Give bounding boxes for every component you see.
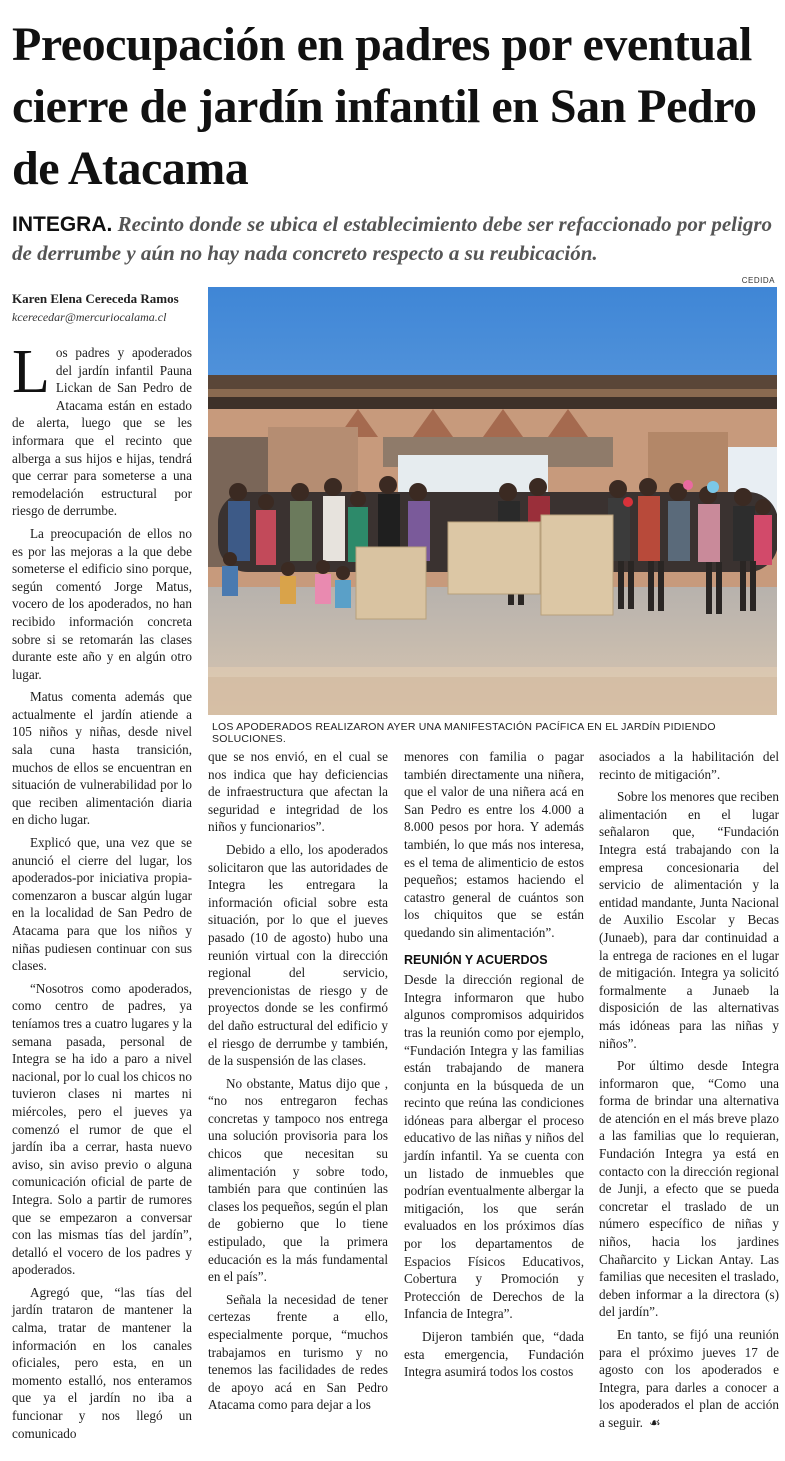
paragraph: Los padres y apoderados del jardín infantil Pauna Lickan de San Pedro de Atacama están en estado de alerta, luego que se les informara que el recinto que alberga a sus hijos e hijas, tendrá que cerrar para someterse a una remodelación estructural por riesgo de derrumbe.: [12, 338, 192, 519]
article-column-4: [599, 748, 779, 1437]
paragraph: En tanto, se fijó una reunión para el próximo jueves 17 de agosto con los apoderados e Integra, para darles a conocer a los apoderados el plan de acción a seguir. ☙: [599, 1327, 779, 1430]
paragraph: Señala la necesidad de tener certezas frente a ello, especialmente porque, “muchos trabajamos en turismo y no tenemos las facilidades de redes de apoyo acá en San Pedro Atacama como para dejar a los: [208, 1291, 388, 1413]
photo-caption: LOS APODERADOS REALIZARON AYER UNA MANIFESTACIÓN PACÍFICA EN EL JARDÍN PIDIENDO SOLUCIONES.: [212, 721, 716, 745]
author-email[interactable]: kcerecedar@mercuriocalama.cl: [12, 310, 167, 324]
article-column-2: [208, 748, 388, 1419]
section-heading: REUNIÓN Y ACUERDOS: [404, 952, 548, 967]
paragraph: Agregó que, “las tías del jardín trataron de mantener la calma, tratar de mantener la información en los canales oficiales, pero esta, en un momento estalló, nos enteramos que ya el jardín no iba a funcionar y nos llegó un comunicado: [12, 1284, 192, 1441]
paragraph: Dijeron también que, “dada esta emergencia, Fundación Integra asumirá todos los costos: [404, 1329, 584, 1380]
paragraph: que se nos envió, en el cual se nos indica que hay deficiencias de infraestructura que afectan la seguridad e integridad de los niños y funcionarios”.: [208, 749, 388, 835]
paragraph: menores con familia o pagar también directamente una niñera, que el valor de una niñera acá en San Pedro es entre los 4.000 a 8.000 pesos por hora. Y además también, lo que más nos interesa, es el tema de alimenticio de estos pequeños; estamos haciendo el catastro general de cuántos son los chiquitos que se están quedando sin alimentación”.: [404, 749, 584, 940]
paragraph: Desde la dirección regional de Integra informaron que hubo algunos compromisos adquiridos tras la reunión como por ejemplo, “Fundación Integra y las familias están trabajando de manera conjunta en la búsqueda de un recinto que reúna las condiciones idóneas para albergar el proceso educativo de las niñas y niños del jardín infantil. Ya se cuenta con un listado de inmuebles que podrían eventualmente albergar la mitigación, los que serán evaluados en los próximos días por los departamentos de Espacios Físicos Educativos, Cobertura y Promoción y Protección de Derechos de la Infancia de Integra”.: [404, 972, 584, 1322]
protest-photo: [208, 287, 777, 715]
headline: Preocupación en padres por eventual cierre de jardín infantil en San Pedro de Atacama: [12, 18, 757, 195]
author-byline: Karen Elena Cereceda Ramos: [12, 291, 179, 306]
subheadline-text: Recinto donde se ubica el establecimiento debe ser refaccionado por peligro de derrumbe y aún no hay nada concreto respecto a su reubicación.: [12, 212, 772, 265]
paragraph: Por último desde Integra informaron que, “Como una forma de brindar una alternativa de atención en el más breve plazo a las familias que lo requieran, Fundación Integra ya está en contacto con la dirección regional de Junji, a efecto que se pueda concretar el traslado de un número específico de niñas y niños, hacia los jardines Chañarcito y Lickan Antay. Las familias que necesiten el traslado, deben informar a la directora (s) del jardín”.: [599, 1058, 779, 1320]
kicker: INTEGRA.: [12, 213, 113, 236]
paragraph: “Nosotros como apoderados, como centro de padres, ya teníamos tres a cuatro lugares y la semana pasada, personal de Integra se ha ido a paro a nivel nacional, por lo cual los chicos no tuvieron clases ni martes ni miércoles, pero el jueves ya comenzó el rumor de que el jardín iba a cerrar, hasta nuevo aviso, sin aviso previo o alguna comunicación oficial de parte de Integra. Solo a partir de rumores que se empezaron a conversar con las mismas tías del jardín”, detalló el vocero de los padres y apoderados.: [12, 980, 192, 1278]
subheadline: [12, 210, 777, 267]
photo-credit: CEDIDA: [741, 276, 775, 285]
paragraph: Sobre los menores que reciben alimentación en el lugar señalaron que, “Fundación Integra está trabajando con la empresa concesionaria del servicio de alimentación y la entidad mandante, Junta Nacional de Auxilio Escolar y Becas (Junaeb), para dar continuidad a la entrega de raciones en el lugar de mitigación. Integra ya solicitó formalmente a Junaeb la disposición de las alternativas más idóneas para las niñas y niños”.: [599, 789, 779, 1051]
paragraph: No obstante, Matus dijo que , “no nos entregaron fechas concretas y tampoco nos entrega una solución provisoria para los chicos que necesitan su alimentación y sobre todo, también para que continúen las clases los pequeños, según el plan de gobierno que lo tiene estipulado, que la primera educación es la más fundamental en el país”.: [208, 1075, 388, 1285]
end-mark-icon: ☙: [648, 1414, 661, 1430]
paragraph: asociados a la habilitación del recinto de mitigación”.: [599, 749, 779, 782]
paragraph: Matus comenta además que actualmente el jardín atiende a 105 niños y niñas, desde nivel sala cuna hasta transición, muchos de ellos se encuentran en situación de vulnerabilidad por lo que reciben alimentación diaria en dicho lugar.: [12, 689, 192, 828]
dropcap: L: [12, 338, 50, 406]
article-column-3: [404, 748, 584, 1386]
paragraph: La preocupación de ellos no es por las mejoras a la que debe someterse el edificio sino porque, según comentó Jorge Matus, vocero de los apoderados, no han recibido información concreta sobre si se retomarán las clases durante este año y en algún otro lugar.: [12, 525, 192, 682]
article-column-1: [12, 338, 192, 1447]
paragraph: Explicó que, una vez que se anunció el cierre del lugar, los apoderados-por iniciativa propia-comenzaron a buscar algún lugar en la localidad de San Pedro de Atacama para que los niños y niñas pudiesen continuar con sus clases.: [12, 835, 192, 974]
paragraph: Debido a ello, los apoderados solicitaron que las autoridades de Integra les entregara la información oficial sobre esta situación, por lo que el jueves pasado (10 de agosto) hubo una reunión virtual con la dirección regional del servicio, prevencionistas de riesgo y de proyectos donde se les confirmó del daño estructural del edificio y el riesgo de derrumbe y también, de la suspensión de las clases.: [208, 841, 388, 1069]
protest-photo-illustration: [208, 287, 777, 715]
